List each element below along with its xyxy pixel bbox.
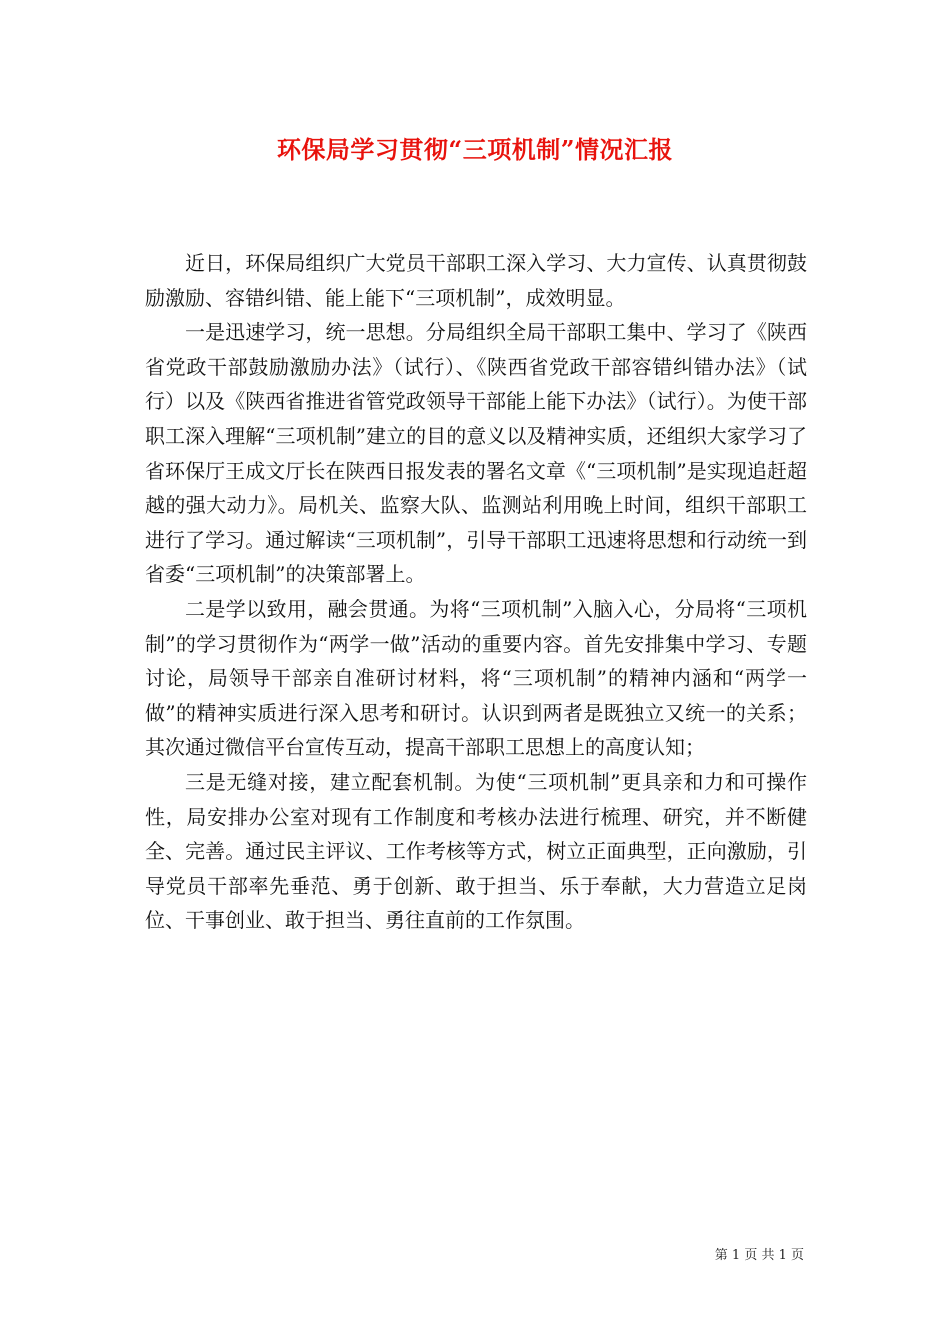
- document-body: [145, 246, 807, 938]
- paragraph-one: 一是迅速学习，统一思想。分局组织全局干部职工集中、学习了《陕西省党政干部鼓励激励办法》（试行）、《陕西省党政干部容错纠错办法》（试行）以及《陕西省推进省管党政领导干部能上能下办法》（试行）。为使干部职工深入理解“三项机制”建立的目的意义以及精神实质，还组织大家学习了省环保厅王成文厅长在陕西日报发表的署名文章《“三项机制”是实现追赶超越的强大动力》。局机关、监察大队、监测站利用晚上时间，组织干部职工进行了学习。通过解读“三项机制”，引导干部职工迅速将思想和行动统一到省委“三项机制”的决策部署上。: [145, 320, 807, 587]
- paragraph-intro: 近日，环保局组织广大党员干部职工深入学习、大力宣传、认真贯彻鼓励激励、容错纠错、能上能下“三项机制”，成效明显。: [145, 251, 807, 310]
- document-title: 环保局学习贯彻“三项机制”情况汇报: [276, 135, 674, 164]
- paragraph-three: 三是无缝对接，建立配套机制。为使“三项机制”更具亲和力和可操作性，局安排办公室对现有工作制度和考核办法进行梳理、研究，并不断健全、完善。通过民主评议、工作考核等方式，树立正面典型，正向激励，引导党员干部率先垂范、勇于创新、敢于担当、乐于奉献，大力营造立足岗位、干事创业、敢于担当、勇往直前的工作氛围。: [145, 769, 807, 933]
- paragraph-two: 二是学以致用，融会贯通。为将“三项机制”入脑入心，分局将“三项机制”的学习贯彻作为“两学一做”活动的重要内容。首先安排集中学习、专题讨论，局领导干部亲自准研讨材料，将“三项机制”的精神内涵和“两学一做”的精神实质进行深入思考和研讨。认识到两者是既独立又统一的关系；其次通过微信平台宣传互动，提高干部职工思想上的高度认知；: [145, 596, 807, 760]
- page-number-footer: 第 1 页 共 1 页: [714, 1248, 804, 1263]
